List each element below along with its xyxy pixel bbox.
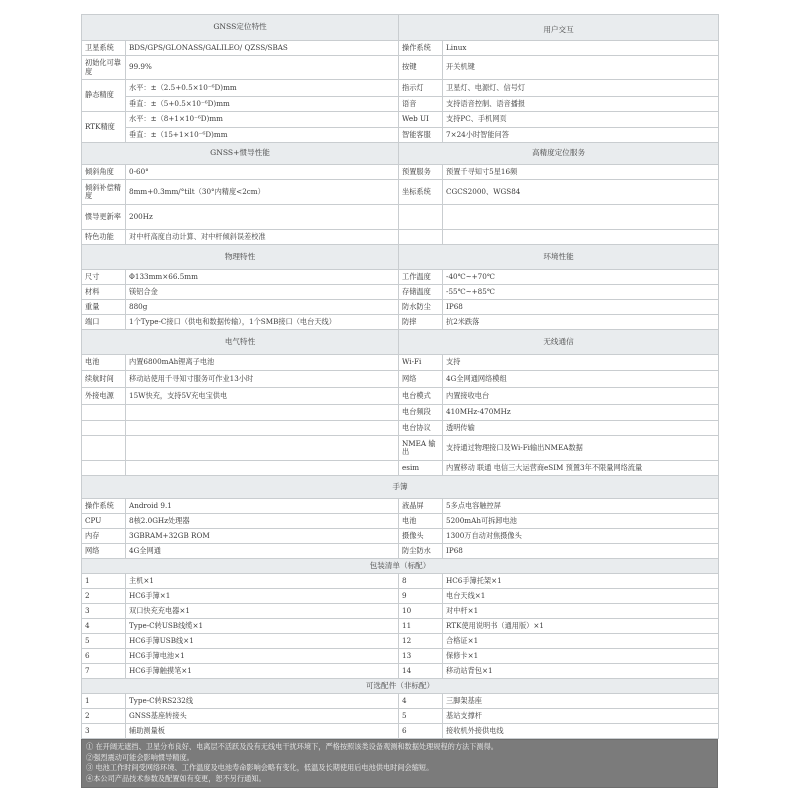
item-no: 1 <box>82 574 126 589</box>
spec-label <box>399 205 443 230</box>
spec-value: 5200mAh可拆卸电池 <box>443 514 719 529</box>
spec-label: 防尘防水 <box>399 544 443 559</box>
item-name: 基站支撑杆 <box>443 709 719 724</box>
section-header-user-interaction: 用户交互 <box>399 15 719 41</box>
item-no: 5 <box>399 709 443 724</box>
item-no: 2 <box>82 709 126 724</box>
spec-label: 网络 <box>399 371 443 388</box>
item-name: Type-C转USB线缆×1 <box>126 619 399 634</box>
spec-label: 卫星系统 <box>82 41 126 56</box>
item-name: 合格证×1 <box>443 634 719 649</box>
item-name: 接收机外接供电线 <box>443 724 719 739</box>
footnotes <box>81 739 718 788</box>
spec-label: 内存 <box>82 529 126 544</box>
spec-value <box>443 230 719 245</box>
section-header-package: 包装清单（标配） <box>82 559 719 574</box>
spec-value <box>126 405 399 421</box>
item-name: 对中杆×1 <box>443 604 719 619</box>
spec-label <box>399 230 443 245</box>
item-no: 13 <box>399 649 443 664</box>
spec-label: 操作系统 <box>399 41 443 56</box>
spec-value: 水平：±（2.5+0.5×10⁻⁶D)mm <box>126 80 399 97</box>
spec-label: Wi-Fi <box>399 355 443 371</box>
spec-label <box>82 421 126 436</box>
spec-label: 存储温度 <box>399 285 443 300</box>
section-header-gnss-ins: GNSS+惯导性能 <box>82 143 399 165</box>
spec-label: 外接电源 <box>82 388 126 405</box>
item-name: HC6手簿托架×1 <box>443 574 719 589</box>
item-name: 保修卡×1 <box>443 649 719 664</box>
spec-value: 3GBRAM+32GB ROM <box>126 529 399 544</box>
spec-value: 1300万自动对焦摄像头 <box>443 529 719 544</box>
spec-value: -40℃~+70℃ <box>443 270 719 285</box>
spec-value: 8核2.0GHz处理器 <box>126 514 399 529</box>
spec-sheet <box>81 14 718 788</box>
spec-label: 防水防尘 <box>399 300 443 315</box>
spec-label: 电台频段 <box>399 405 443 421</box>
item-name: HC6手簿×1 <box>126 589 399 604</box>
spec-label: 液晶屏 <box>399 499 443 514</box>
item-no: 7 <box>82 664 126 679</box>
spec-label: 尺寸 <box>82 270 126 285</box>
spec-label: 静态精度 <box>82 80 126 112</box>
section-header-hp-service: 高精度定位服务 <box>399 143 719 165</box>
spec-label: CPU <box>82 514 126 529</box>
spec-value <box>126 436 399 461</box>
item-name: 辅助测量板 <box>126 724 399 739</box>
spec-value: 1个Type-C接口（供电和数据传输），1个SMB接口（电台天线） <box>126 315 399 330</box>
spec-label: 端口 <box>82 315 126 330</box>
item-name: 移动站背包×1 <box>443 664 719 679</box>
item-no: 14 <box>399 664 443 679</box>
spec-value: 支持 <box>443 355 719 371</box>
spec-label: 电台模式 <box>399 388 443 405</box>
spec-label: 工作温度 <box>399 270 443 285</box>
spec-label: 指示灯 <box>399 80 443 97</box>
spec-label: 坐标系统 <box>399 180 443 205</box>
spec-value: 对中杆高度自动计算、对中杆倾斜误差校准 <box>126 230 399 245</box>
item-no: 12 <box>399 634 443 649</box>
item-name: 主机×1 <box>126 574 399 589</box>
spec-value: 内置移动 联通 电信三大运营商eSIM 预置3年不限量网络流量 <box>443 461 719 476</box>
spec-label: 摄像头 <box>399 529 443 544</box>
spec-label: 倾斜角度 <box>82 165 126 180</box>
spec-value: IP68 <box>443 544 719 559</box>
item-name: 三脚架基座 <box>443 694 719 709</box>
item-no: 10 <box>399 604 443 619</box>
spec-value: 880g <box>126 300 399 315</box>
spec-value: 5多点电容触控屏 <box>443 499 719 514</box>
item-name: GNSS基座转接头 <box>126 709 399 724</box>
item-name: RTK使用说明书（通用版）×1 <box>443 619 719 634</box>
spec-value: 垂直：±（15+1×10⁻⁶D)mm <box>126 128 399 143</box>
item-no: 9 <box>399 589 443 604</box>
spec-label: 网络 <box>82 544 126 559</box>
spec-label <box>82 405 126 421</box>
spec-value: Android 9.1 <box>126 499 399 514</box>
spec-value: 垂直：±（5+0.5×10⁻⁶D)mm <box>126 97 399 112</box>
spec-table <box>81 14 719 739</box>
spec-label: 初始化可靠度 <box>82 56 126 80</box>
spec-value: 4G全网通网络模组 <box>443 371 719 388</box>
spec-label <box>82 436 126 461</box>
section-header-optional: 可选配件（非标配） <box>82 679 719 694</box>
spec-value: 8mm+0.3mm/°tilt（30°内精度<2cm） <box>126 180 399 205</box>
item-name: Type-C转RS232线 <box>126 694 399 709</box>
item-no: 4 <box>399 694 443 709</box>
section-header-physical: 物理特性 <box>82 245 399 270</box>
spec-value: 水平：±（8+1×10⁻⁶D)mm <box>126 112 399 128</box>
item-no: 4 <box>82 619 126 634</box>
item-no: 11 <box>399 619 443 634</box>
footnote: ②强烈震动可能会影响惯导精度。 <box>86 752 194 762</box>
item-no: 6 <box>82 649 126 664</box>
spec-value: 透明传输 <box>443 421 719 436</box>
spec-value: 0-60° <box>126 165 399 180</box>
spec-value: 预置千寻知寸5星16频 <box>443 165 719 180</box>
spec-value: 抗2米跌落 <box>443 315 719 330</box>
section-header-wireless: 无线通信 <box>399 330 719 355</box>
section-header-gnss-positioning: GNSS定位特性 <box>82 15 399 41</box>
spec-value: 99.9% <box>126 56 399 80</box>
spec-value: 内置6800mAh锂离子电池 <box>126 355 399 371</box>
spec-label: 倾斜补偿精度 <box>82 180 126 205</box>
spec-value: BDS/GPS/GLONASS/GALILEO/ QZSS/SBAS <box>126 41 399 56</box>
spec-value: 410MHz-470MHz <box>443 405 719 421</box>
item-no: 3 <box>82 604 126 619</box>
spec-label: NMEA 输出 <box>399 436 443 461</box>
spec-value: CGCS2000、WGS84 <box>443 180 719 205</box>
item-no: 5 <box>82 634 126 649</box>
spec-label: 电池 <box>82 355 126 371</box>
spec-label: 操作系统 <box>82 499 126 514</box>
item-name: 双口快充充电器×1 <box>126 604 399 619</box>
spec-label: 续航时间 <box>82 371 126 388</box>
spec-value <box>126 461 399 476</box>
spec-value: 15W快充，支持5V充电宝供电 <box>126 388 399 405</box>
spec-label <box>82 461 126 476</box>
spec-label: 按键 <box>399 56 443 80</box>
item-name: HC6手簿触摸笔×1 <box>126 664 399 679</box>
spec-value: IP68 <box>443 300 719 315</box>
spec-value: 镁铝合金 <box>126 285 399 300</box>
spec-value: 支持PC、手机网页 <box>443 112 719 128</box>
spec-value: 支持通过物理接口及Wi-Fi输出NMEA数据 <box>443 436 719 461</box>
spec-value: 7×24小时智能问答 <box>443 128 719 143</box>
spec-value: -55℃~+85℃ <box>443 285 719 300</box>
spec-value: 开关机键 <box>443 56 719 80</box>
item-no: 6 <box>399 724 443 739</box>
item-name: HC6手簿电池×1 <box>126 649 399 664</box>
spec-value: 支持语音控制、语音播报 <box>443 97 719 112</box>
spec-value: Φ133mm×66.5mm <box>126 270 399 285</box>
item-name: HC6手簿USB线×1 <box>126 634 399 649</box>
spec-label: 预置服务 <box>399 165 443 180</box>
spec-value: 200Hz <box>126 205 399 230</box>
spec-label: 电池 <box>399 514 443 529</box>
item-name: 电台天线×1 <box>443 589 719 604</box>
item-no: 8 <box>399 574 443 589</box>
footnote: ④本公司产品技术参数及配置如有变更，恕不另行通知。 <box>86 773 266 783</box>
spec-value: 内置接收电台 <box>443 388 719 405</box>
item-no: 1 <box>82 694 126 709</box>
spec-label: RTK精度 <box>82 112 126 143</box>
spec-label: 材料 <box>82 285 126 300</box>
footnote: ① 在开阔无遮挡、卫星分布良好、电离层不活跃及没有无线电干扰环境下，严格按照该类设备观测和数据处理规程的方法下测得。 <box>86 742 498 751</box>
spec-label: esim <box>399 461 443 476</box>
section-header-environment: 环境性能 <box>399 245 719 270</box>
spec-label: 智能客服 <box>399 128 443 143</box>
spec-value <box>126 421 399 436</box>
spec-label: 特色功能 <box>82 230 126 245</box>
spec-label: 防摔 <box>399 315 443 330</box>
item-no: 2 <box>82 589 126 604</box>
spec-label: 重量 <box>82 300 126 315</box>
spec-value <box>443 205 719 230</box>
spec-label: 惯导更新率 <box>82 205 126 230</box>
spec-value: 卫星灯、电源灯、信号灯 <box>443 80 719 97</box>
spec-value: 移动站使用千寻知寸服务可作业13小时 <box>126 371 399 388</box>
section-header-handheld: 手簿 <box>82 476 719 499</box>
footnote: ③ 电池工作时间受网络环境、工作温度及电池寿命影响会略有变化，低温及长期使用后电池供电时间会缩短。 <box>86 763 434 772</box>
spec-value: Linux <box>443 41 719 56</box>
spec-label: 电台协议 <box>399 421 443 436</box>
spec-value: 4G全网通 <box>126 544 399 559</box>
spec-label: Web UI <box>399 112 443 128</box>
item-no: 3 <box>82 724 126 739</box>
spec-label: 语音 <box>399 97 443 112</box>
section-header-electrical: 电气特性 <box>82 330 399 355</box>
